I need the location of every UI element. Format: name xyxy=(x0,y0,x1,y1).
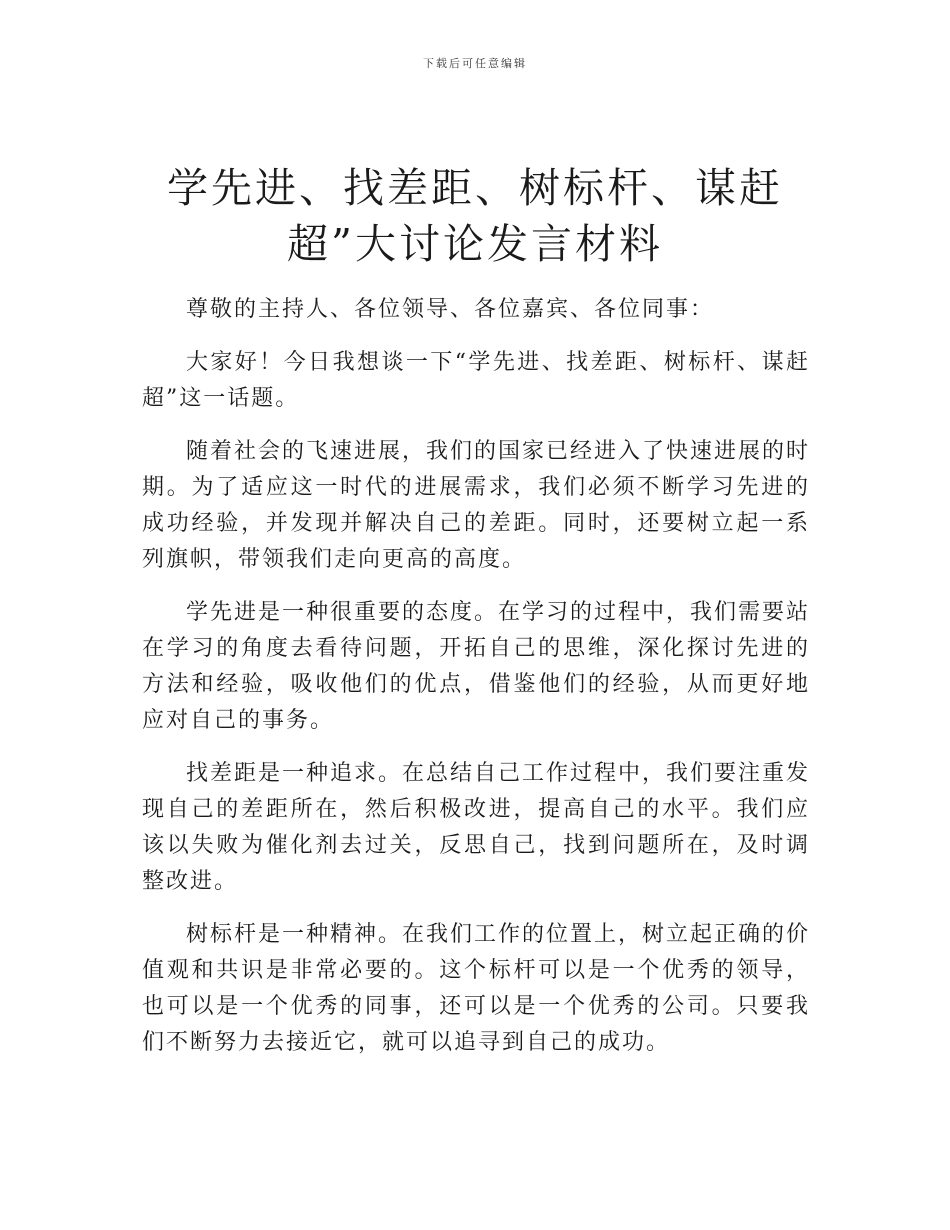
body-paragraph-benchmark: 树标杆是一种精神。在我们工作的位置上，树立起正确的价值观和共识是非常必要的。这个标杆可以是一个优秀的领导，也可以是一个优秀的同事，还可以是一个优秀的公司。只要我们不断努力去接近它，就可以追寻到自己的成功。 xyxy=(142,922,811,1055)
body-paragraph-gap: 找差距是一种追求。在总结自己工作过程中，我们要注重发现自己的差距所在，然后积极改进，提高自己的水平。我们应该以失败为催化剂去过关，反思自己，找到问题所在，及时调整改进。 xyxy=(142,761,811,894)
body-paragraph-greeting: 大家好！今日我想谈一下“学先进、找差距、树标杆、谋赶超”这一话题。 xyxy=(142,350,810,411)
body-paragraph-context: 随着社会的飞速进展，我们的国家已经进入了快速进展的时期。为了适应这一时代的进展需求，我们必须不断学习先进的成功经验，并发现并解决自己的差距。同时，还要树立起一系列旗帜，带领我们走向更高的高度。 xyxy=(142,439,811,572)
page-header-note: 下载后可任意编辑 xyxy=(423,57,527,70)
document-title: 学先进、找差距、树标杆、谋赶超”大讨论发言材料 xyxy=(167,164,783,268)
salutation: 尊敬的主持人、各位领导、各位嘉宾、各位同事： xyxy=(186,297,715,322)
document-body xyxy=(142,292,810,1078)
body-paragraph-learn: 学先进是一种很重要的态度。在学习的过程中，我们需要站在学习的角度去看待问题，开拓自己的思维，深化探讨先进的方法和经验，吸收他们的优点，借鉴他们的经验，从而更好地应对自己的事务。 xyxy=(142,600,811,733)
